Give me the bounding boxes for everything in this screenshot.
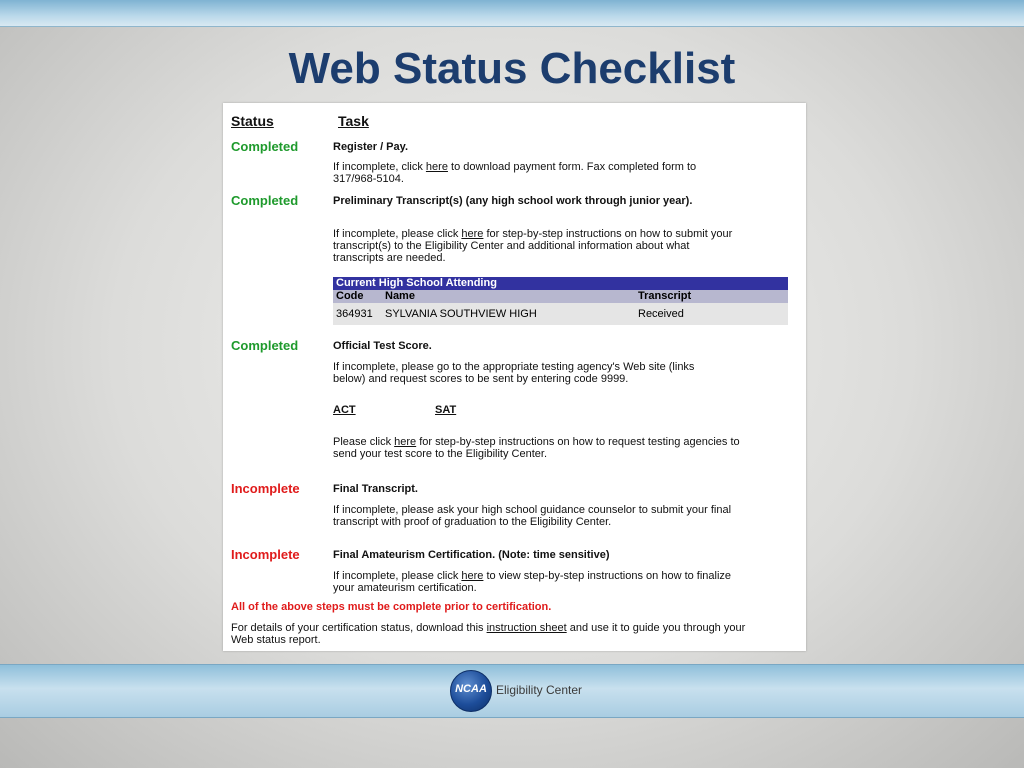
task-title-register: Register / Pay. [333,141,408,153]
task-text-part: for step-by-step instructions on how to submit your transcript(s) to the Eligibility Center and additional information about what transcripts are needed. [333,228,733,264]
high-school-table-header [333,290,788,303]
table-row [333,303,788,325]
status-test-score: Completed [231,338,299,353]
status-register: Completed [231,139,299,154]
task-title-test-score: Official Test Score. [333,340,432,352]
task-text-part: to download payment form. Fax completed form to 317/968-5104. [333,161,697,185]
task-text-final-transcript: If incomplete, please ask your high school guidance counselor to submit your final transcript with proof of graduation to the Eligibility Center. [333,504,732,528]
checklist-document [223,103,806,651]
ncaa-logo [450,670,590,710]
cell-code: 364931 [336,308,373,320]
register-here-link[interactable]: here [425,161,448,173]
task-text-amateurism [333,570,743,594]
act-link[interactable]: ACT [333,404,356,416]
task-text-preliminary-transcript [333,228,738,264]
status-final-transcript: Incomplete [231,481,300,496]
status-preliminary-transcript: Completed [231,193,299,208]
cell-transcript: Received [638,308,684,320]
column-name: Name [385,290,415,302]
task-text-register [333,161,703,185]
footer-text-part: and use it to guide you through your Web status report. [231,622,746,646]
task-text-part: Please click [333,436,395,448]
slide-title: Web Status Checklist [288,44,736,93]
column-code: Code [336,290,364,302]
task-text-part: for step-by-step instructions on how to request testing agencies to send your test score to the Eligibility Center. [333,436,740,460]
ncaa-logo-text: Eligibility Center [496,683,583,697]
amateurism-here-link[interactable]: here [461,570,484,582]
task-title-final-transcript: Final Transcript. [333,483,418,495]
transcript-here-link[interactable]: here [461,228,484,240]
task-column-header: Task [338,113,369,129]
sat-link[interactable]: SAT [435,404,457,416]
certification-warning: All of the above steps must be complete prior to certification. [231,601,552,613]
test-score-here-link[interactable]: here [394,436,417,448]
footer-text-part: For details of your certification status, download this [231,622,487,634]
task-title-amateurism: Final Amateurism Certification. (Note: time sensitive) [333,549,610,561]
high-school-table-title: Current High School Attending [333,277,788,290]
ncaa-logo-mark: NCAA [455,683,487,695]
task-text-part: If incomplete, please click [333,570,462,582]
task-title-preliminary-transcript: Preliminary Transcript(s) (any high school work through junior year). [333,195,693,207]
task-text-part: If incomplete, click [333,161,426,173]
column-transcript: Transcript [638,290,692,302]
task-text-test-score: If incomplete, please go to the appropriate testing agency's Web site (links below) and request scores to be sent by entering code 9999. [333,361,695,385]
top-band [0,0,1024,27]
task-text-part: If incomplete, please click [333,228,462,240]
cell-name: SYLVANIA SOUTHVIEW HIGH [385,308,537,320]
footer-text [231,622,751,646]
instruction-sheet-link[interactable]: instruction sheet [486,622,567,634]
status-column-header: Status [231,113,274,129]
task-text-part: to view step-by-step instructions on how to finalize your amateurism certification. [333,570,732,594]
status-amateurism: Incomplete [231,547,300,562]
high-school-table [333,277,788,325]
task-text-test-score-instructions [333,436,743,460]
